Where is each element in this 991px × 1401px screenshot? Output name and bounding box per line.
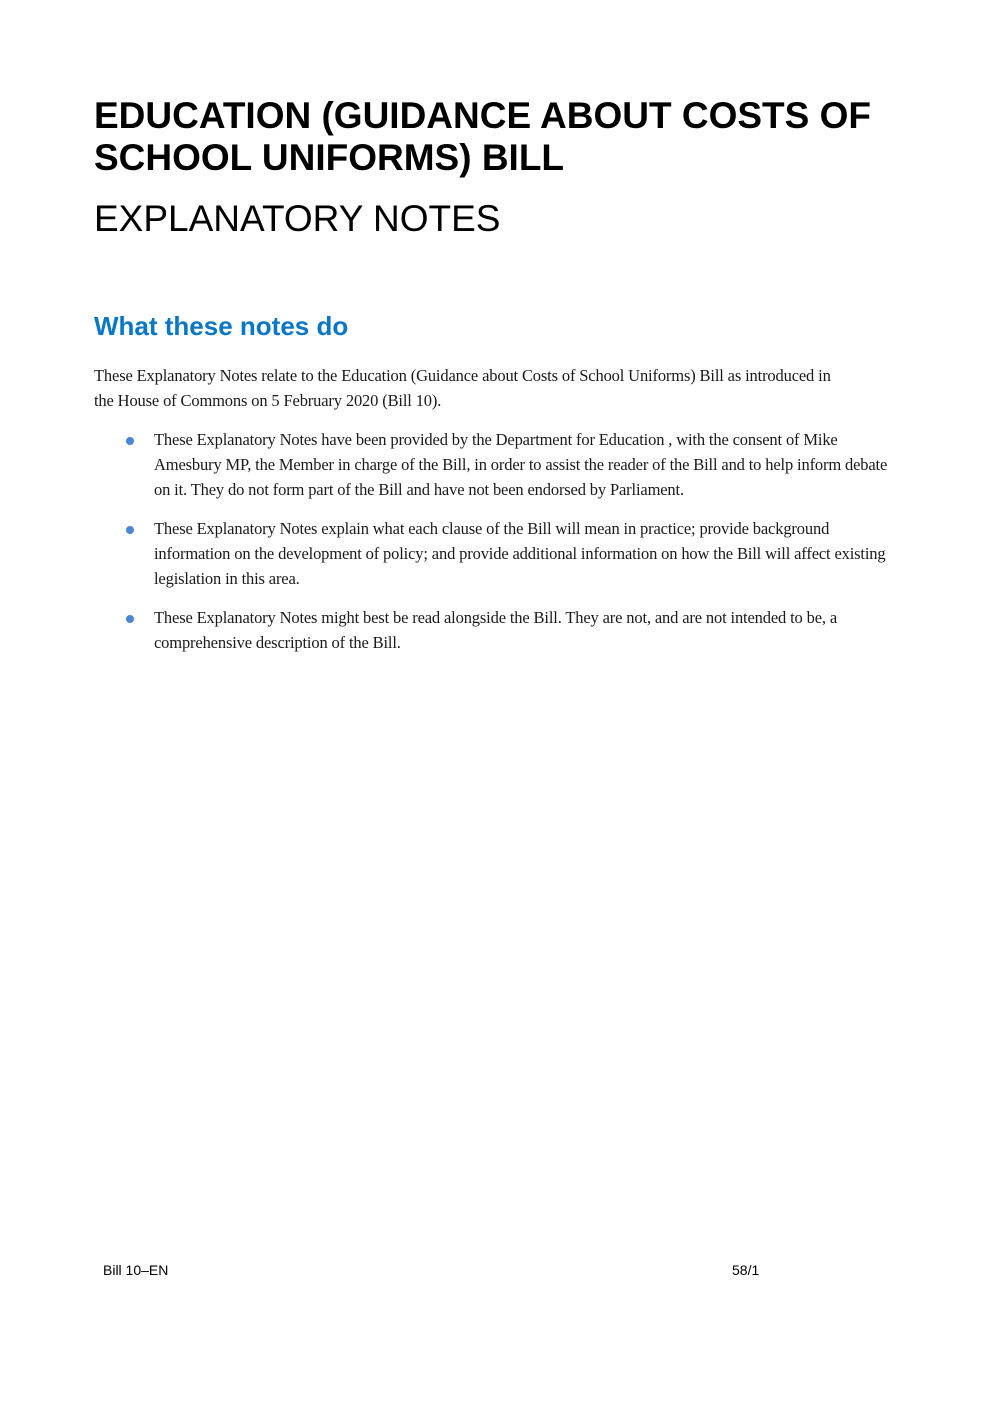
list-item-text: These Explanatory Notes have been provided by the Department for Education , with the consent of Mike Amesbury MP, the Member in charge of the Bill, in order to assist the reader of the Bill and to help inform debate on it. They do not form part of the Bill and have not been endorsed by Parliament. xyxy=(154,430,888,499)
footer-bill-reference: Bill 10–EN xyxy=(103,1262,169,1278)
section-heading: What these notes do xyxy=(94,311,349,341)
bullet-icon xyxy=(126,437,134,445)
bullet-icon xyxy=(126,526,134,534)
list-item xyxy=(94,516,904,591)
list-item-text: These Explanatory Notes explain what each clause of the Bill will mean in practice; provide background information on the development of policy; and provide additional information on how the Bill will affect existing legislation in this area. xyxy=(154,519,886,588)
list-item xyxy=(94,605,904,655)
section-body xyxy=(94,363,904,669)
footer-page-number: 58/1 xyxy=(732,1262,760,1278)
list-item-text: These Explanatory Notes might best be read alongside the Bill. They are not, and are not intended to be, a comprehensive description of the Bill. xyxy=(154,608,838,652)
intro-paragraph: These Explanatory Notes relate to the Education (Guidance about Costs of School Uniforms) Bill as introduced in the House of Commons on 5 February 2020 (Bill 10). xyxy=(94,366,831,410)
document-subtitle: EXPLANATORY NOTES xyxy=(94,198,501,239)
list-item xyxy=(94,427,904,502)
bullet-list xyxy=(94,427,904,655)
bullet-icon xyxy=(126,615,134,623)
bill-title: EDUCATION (GUIDANCE ABOUT COSTS OF SCHOOL UNIFORMS) BILL xyxy=(94,95,871,178)
